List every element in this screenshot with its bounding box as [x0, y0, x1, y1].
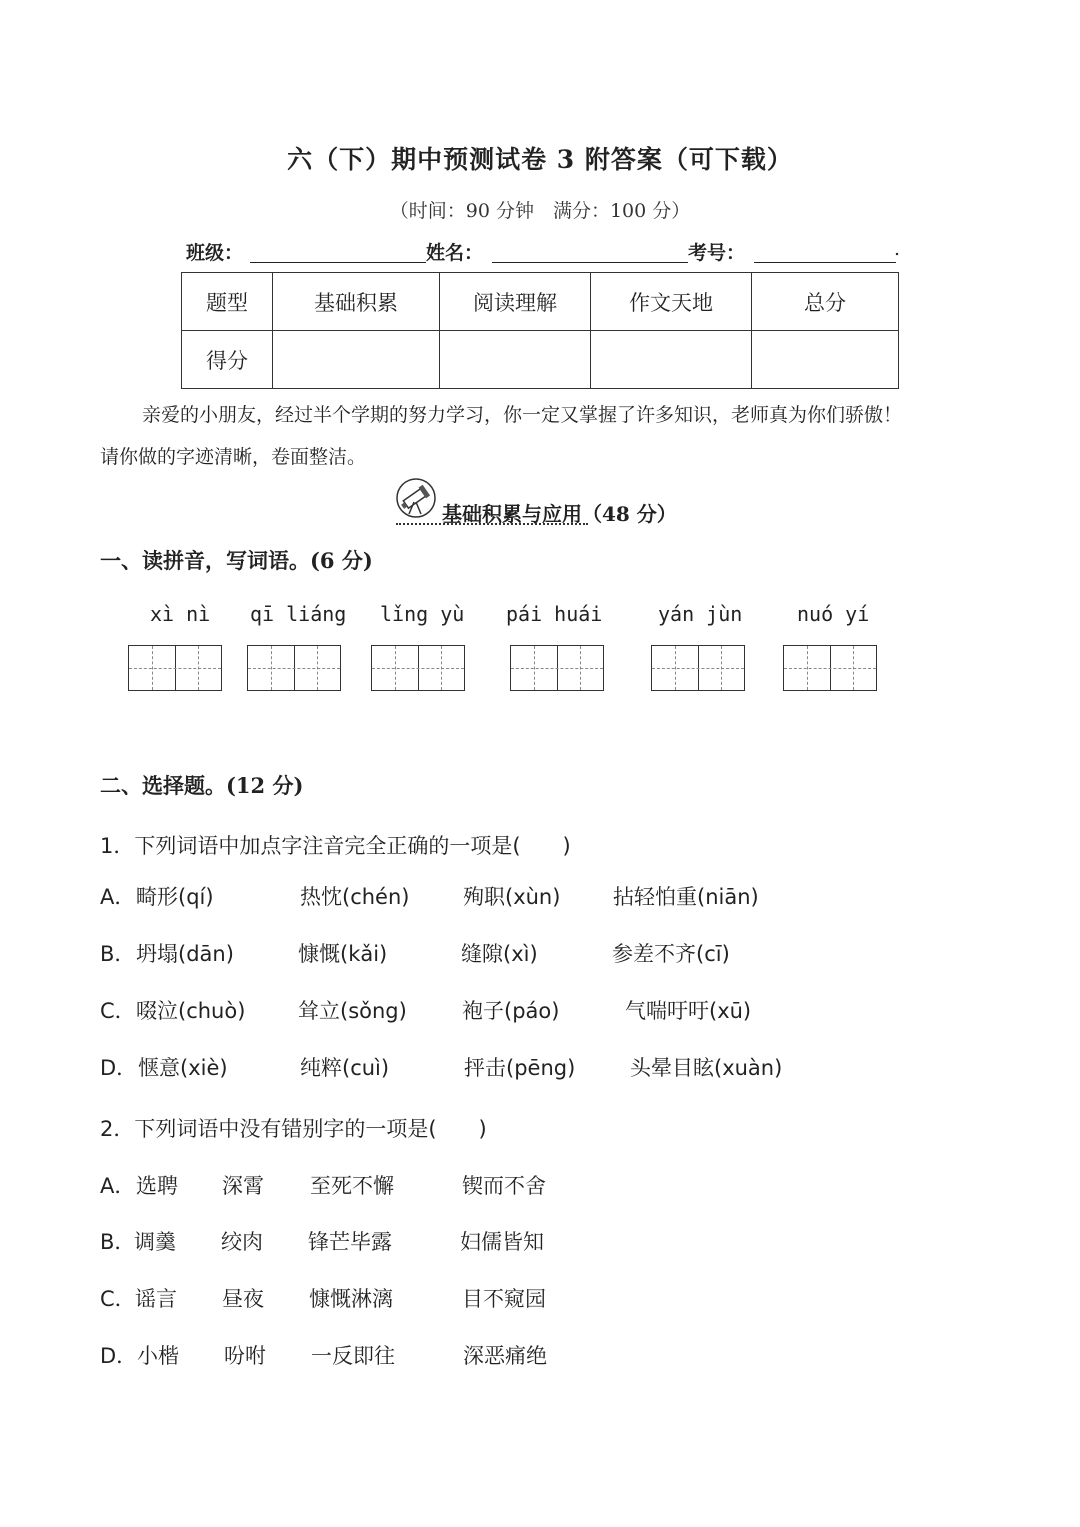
question-1-stem: 1．下列词语中加点字注音完全正确的一项是( ): [100, 834, 571, 858]
part1-heading: 一、读拼音，写词语。(6 分): [100, 548, 373, 573]
q1-option-c-item: 气喘吁吁(xū): [625, 999, 752, 1023]
q1-option-b-item: 缝隙(xì): [461, 942, 538, 966]
q2-option-a-label[interactable]: A．: [100, 1174, 136, 1198]
q1-option-b-item: 参差不齐(cī): [612, 942, 730, 966]
answer-grid-1[interactable]: [128, 645, 222, 691]
answer-grid-6[interactable]: [783, 645, 877, 691]
q1-option-d-item: 头晕目眩(xuàn): [630, 1056, 783, 1080]
section-points: （48 分）: [582, 502, 677, 526]
q2-option-a-item: 选聘: [136, 1174, 178, 1198]
score-row-label: 得分: [182, 331, 273, 389]
q2-option-a-item: 至死不懈: [310, 1174, 394, 1198]
q2-option-c-item: 昼夜: [222, 1287, 264, 1311]
q2-option-c-label[interactable]: C．: [100, 1287, 136, 1311]
q1-option-c-item: 袍子(páo): [462, 999, 560, 1023]
pinyin-5: yán jùn: [658, 602, 743, 626]
answer-grid-2[interactable]: [247, 645, 341, 691]
telescope-icon: [394, 476, 438, 520]
score-table: [181, 272, 899, 389]
header-total: 总分: [752, 273, 899, 331]
score-cell-writing[interactable]: [591, 331, 752, 389]
q2-option-d-label[interactable]: D．: [100, 1344, 138, 1368]
banner-underline: [396, 523, 588, 525]
q1-option-a-item: 热忱(chén): [300, 885, 410, 909]
q1-option-d-label[interactable]: D．: [100, 1056, 138, 1080]
q2-option-c-item: 谣言: [135, 1287, 177, 1311]
q2-option-b-item: 锋芒毕露: [308, 1230, 392, 1254]
part2-heading: 二、选择题。(12 分): [100, 773, 304, 798]
header-type: 题型: [182, 273, 273, 331]
q1-option-a-item: 殉职(xùn): [463, 885, 561, 909]
q2-option-d-item: 一反即往: [311, 1344, 395, 1368]
number-blank[interactable]: [754, 262, 896, 263]
name-blank[interactable]: [492, 262, 688, 263]
q2-option-b-label[interactable]: B．: [100, 1230, 136, 1254]
end-mark: .: [894, 238, 901, 260]
score-table-score-row: [182, 331, 899, 389]
intro-line-1: 亲爱的小朋友，经过半个学期的努力学习，你一定又掌握了许多知识，老师真为你们骄傲！: [142, 404, 903, 426]
q1-option-a-label[interactable]: A．: [100, 885, 136, 909]
score-cell-reading[interactable]: [440, 331, 591, 389]
q1-option-b-label[interactable]: B．: [100, 942, 136, 966]
q1-option-b-item: 慷慨(kǎi): [298, 942, 388, 966]
intro-line-2: 请你做的字迹清晰，卷面整洁。: [100, 446, 367, 468]
q1-option-a-item: 畸形(qí): [136, 885, 214, 909]
q2-option-c-item: 慷慨淋漓: [309, 1287, 393, 1311]
header-reading: 阅读理解: [440, 273, 591, 331]
q1-option-d-item: 纯粹(cuì): [300, 1056, 390, 1080]
number-label: 考号：: [688, 242, 746, 264]
pinyin-1: xì nì: [150, 602, 211, 626]
q2-option-b-item: 调羹: [134, 1230, 176, 1254]
pinyin-4: pái huái: [506, 602, 603, 626]
q1-option-c-item: 啜泣(chuò): [136, 999, 246, 1023]
q1-option-d-item: 惬意(xiè): [138, 1056, 228, 1080]
header-writing: 作文天地: [591, 273, 752, 331]
score-cell-total[interactable]: [752, 331, 899, 389]
pinyin-2: qī liáng: [250, 602, 347, 626]
q2-option-d-item: 深恶痛绝: [463, 1344, 547, 1368]
q2-option-d-item: 小楷: [137, 1344, 179, 1368]
question-2-stem: 2．下列词语中没有错别字的一项是( ): [100, 1117, 487, 1141]
q2-option-a-item: 锲而不舍: [462, 1174, 546, 1198]
pinyin-3: lǐng yù: [380, 602, 465, 626]
section-title: 基础积累与应用: [442, 502, 582, 526]
class-label: 班级：: [186, 242, 244, 264]
pinyin-6: nuó yí: [797, 602, 870, 626]
header-basics: 基础积累: [273, 273, 440, 331]
answer-grid-3[interactable]: [371, 645, 465, 691]
answer-grid-4[interactable]: [510, 645, 604, 691]
class-blank[interactable]: [250, 262, 426, 263]
q2-option-b-item: 绞肉: [221, 1230, 263, 1254]
page-title: 六（下）期中预测试卷 3 附答案（可下载）: [287, 145, 793, 174]
q1-option-c-item: 耸立(sǒng): [298, 999, 407, 1023]
intro-paragraph: [100, 394, 1000, 478]
q1-option-a-item: 拈轻怕重(niān): [613, 885, 759, 909]
q1-option-c-label[interactable]: C．: [100, 999, 136, 1023]
q2-option-a-item: 深霄: [222, 1174, 264, 1198]
exam-subtitle: （时间：90 分钟 满分：100 分）: [389, 200, 691, 222]
name-label: 姓名：: [426, 242, 484, 264]
answer-grid-5[interactable]: [651, 645, 745, 691]
q2-option-c-item: 目不窥园: [462, 1287, 546, 1311]
q2-option-d-item: 吩咐: [224, 1344, 266, 1368]
score-table-header-row: [182, 273, 899, 331]
q1-option-b-item: 坍塌(dān): [136, 942, 234, 966]
q2-option-b-item: 妇儒皆知: [460, 1230, 544, 1254]
score-cell-basics[interactable]: [273, 331, 440, 389]
q1-option-d-item: 抨击(pēng): [464, 1056, 576, 1080]
student-info-row: [186, 238, 900, 268]
